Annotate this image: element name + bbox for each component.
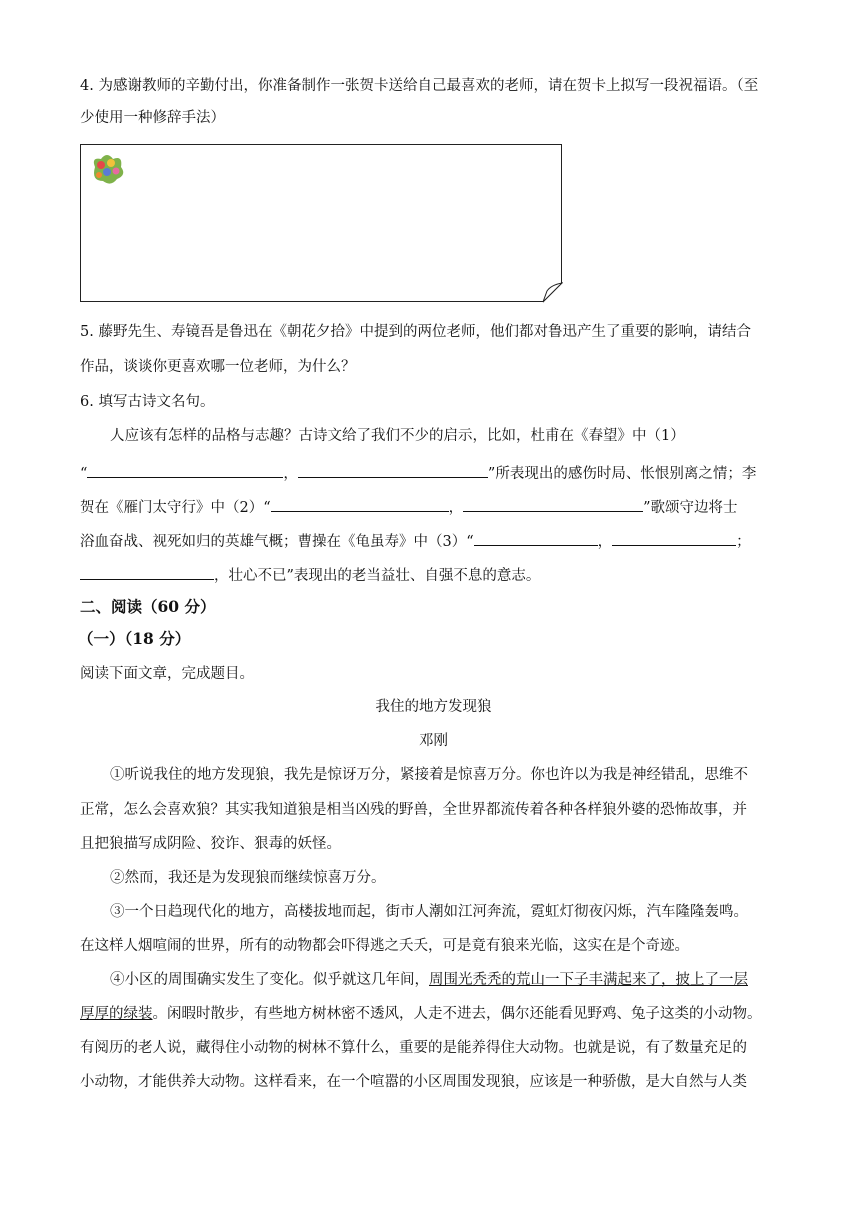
q6-paragraph-line3: 贺在《雁门太守行》中（2）“ ， ”歌颂守边将士 (80, 495, 738, 518)
article-line: ③一个日趋现代化的地方，高楼拔地而起，街市人潮如江河奔流，霓虹灯彻夜闪烁，汽车隆隆轰鸣。 (110, 904, 748, 920)
answer-blank[interactable] (298, 461, 488, 478)
answer-blank[interactable] (612, 529, 736, 546)
q6-heading: 6. 填写古诗文名句。 (80, 394, 215, 410)
q6-paragraph-line5: ，壮心不已”表现出的老当益壮、自强不息的意志。 (80, 563, 540, 586)
answer-blank[interactable] (474, 529, 598, 546)
article-line: 有阅历的老人说，藏得住小动物的树林不算什么，重要的是能养得住大动物。也就是说，有了数量充足的 (80, 1040, 747, 1056)
article-line: 在这样人烟喧闹的世界，所有的动物都会吓得逃之夭夭，可是竟有狼来光临，这实在是个奇迹。 (80, 938, 689, 954)
article-title: 我住的地方发现狼 (375, 699, 492, 715)
answer-blank[interactable] (87, 461, 283, 478)
answer-blank[interactable] (80, 563, 214, 580)
q5-line2: 作品，谈谈你更喜欢哪一位老师，为什么？ (80, 359, 356, 375)
article-author: 邓刚 (419, 733, 448, 749)
q6-paragraph-line2: “ ， ”所表现出的感伤时局、怅恨别离之情；李 (80, 461, 756, 484)
article-line: 正常，怎么会喜欢狼？其实我知道狼是相当凶残的野兽，全世界都流传着各种各样狼外婆的恐怖故事，并 (80, 802, 747, 818)
section-heading: 二、阅读（60 分） (80, 597, 216, 616)
article-line: ④小区的周围确实发生了变化。似乎就这几年间，周围光秃秃的荒山一下子丰满起来了，披上了一层 (110, 972, 748, 988)
q4-line2: 少使用一种修辞手法） (80, 110, 225, 126)
greeting-card-box (80, 144, 562, 302)
card-illustration (81, 145, 563, 303)
article-line: ①听说我住的地方发现狼，我先是惊讶万分，紧接着是惊喜万分。你也许以为我是神经错乱，思维不 (110, 767, 748, 783)
article-line: ②然而，我还是为发现狼而继续惊喜万分。 (110, 870, 386, 886)
q5-line1: 5. 藤野先生、寿镜吾是鲁迅在《朝花夕拾》中提到的两位老师，他们都对鲁迅产生了重要的影响，请结合 (80, 324, 751, 340)
flower-bouquet-icon (94, 155, 123, 184)
article-line: 小动物，才能供养大动物。这样看来，在一个喧嚣的小区周围发现狼，应该是一种骄傲，是大自然与人类 (80, 1074, 747, 1090)
article-line: 且把狼描写成阴险、狡诈、狠毒的妖怪。 (80, 836, 341, 852)
q6-paragraph-line1: 人应该有怎样的品格与志趣？古诗文给了我们不少的启示，比如，杜甫在《春望》中（1） (110, 428, 685, 444)
q6-paragraph-line4: 浴血奋战、视死如归的英雄气概；曹操在《龟虽寿》中（3）“ ， ； (80, 529, 751, 552)
article-line: 厚厚的绿装。闲暇时散步，有些地方树林密不透风，人走不进去，偶尔还能看见野鸡、兔子这类的小动物。 (80, 1006, 762, 1022)
answer-blank[interactable] (463, 495, 643, 512)
answer-blank[interactable] (271, 495, 449, 512)
q4-line1: 4. 为感谢教师的辛勤付出，你准备制作一张贺卡送给自己最喜欢的老师，请在贺卡上拟写一段祝福语。（至 (80, 78, 759, 94)
subsection-heading: （一）（18 分） (78, 629, 191, 648)
reading-instruction: 阅读下面文章，完成题目。 (80, 666, 254, 682)
underlined-text: 周围光秃秃的荒山一下子丰满起来了，披上了一层 (429, 972, 748, 988)
underlined-text: 厚厚的绿装 (80, 1006, 153, 1022)
